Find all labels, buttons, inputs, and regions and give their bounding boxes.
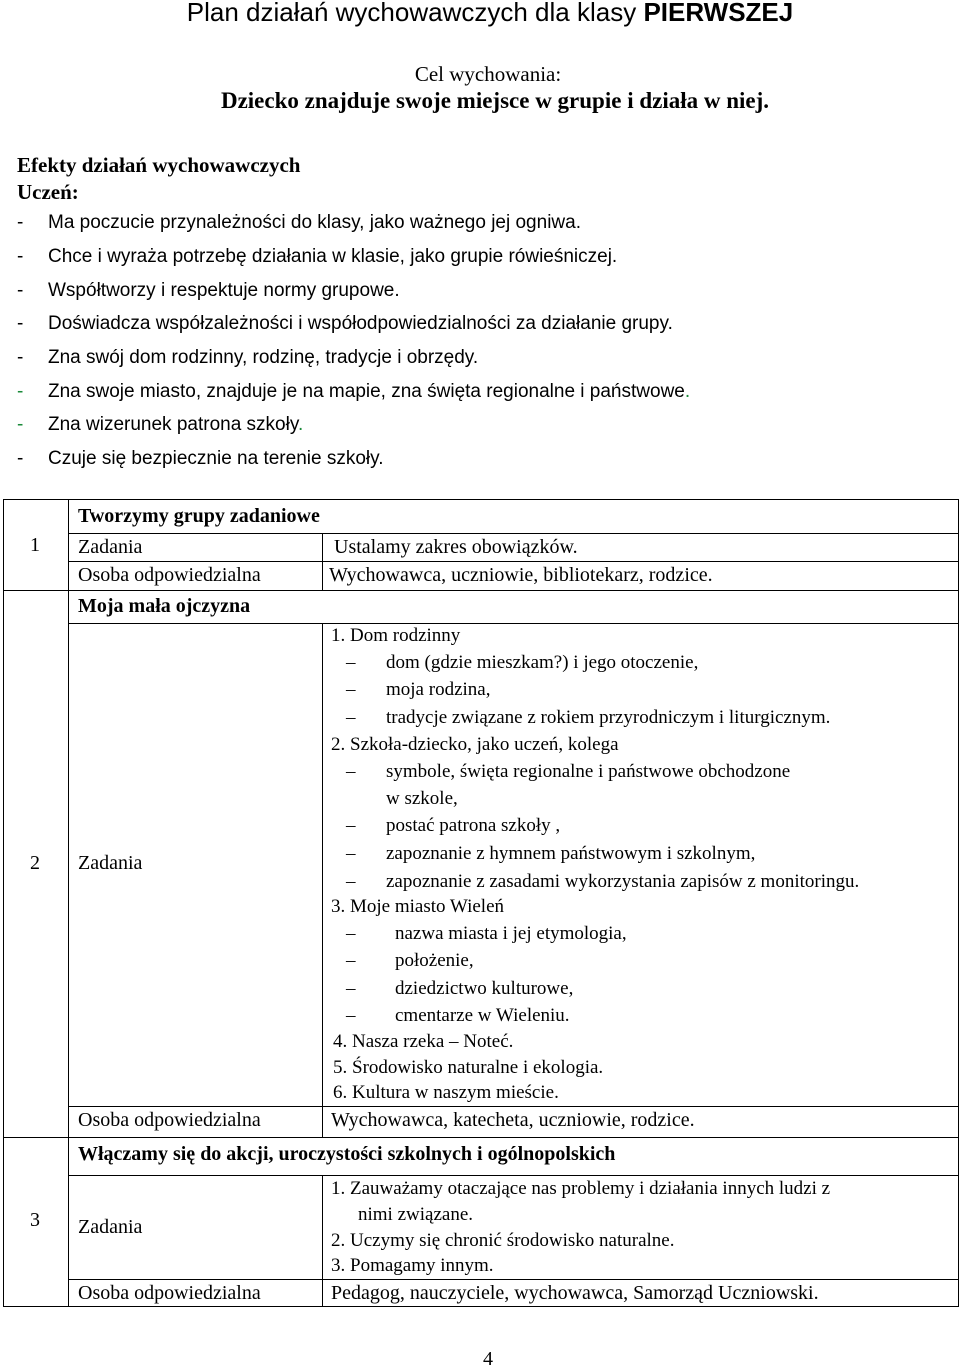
- responsible-value: Wychowawca, uczniowie, bibliotekarz, rodzice.: [329, 564, 713, 586]
- section-title: Moja mała ojczyzna: [78, 595, 251, 617]
- student-label: Uczeń:: [17, 180, 79, 204]
- task-heading-continuation: nimi związane.: [358, 1204, 474, 1225]
- title-class: PIERWSZEJ: [643, 0, 794, 27]
- effect-item: - Zna swój dom rodzinny, rodzinę, tradycje i obrzędy.: [17, 347, 479, 368]
- task-heading: 5. Środowisko naturalne i ekologia.: [333, 1057, 604, 1078]
- section-title: Tworzymy grupy zadaniowe: [78, 505, 320, 527]
- section-title: Włączamy się do akcji, uroczystości szkolnych i ogólnopolskich: [78, 1143, 616, 1165]
- task-subitem: – tradycje związane z rokiem przyrodniczym i liturgicznym.: [346, 707, 831, 728]
- task-heading: 2. Szkoła-dziecko, jako uczeń, kolega: [331, 734, 619, 755]
- responsible-value: Wychowawca, katecheta, uczniowie, rodzice.: [331, 1109, 695, 1131]
- responsible-label: Osoba odpowiedzialna: [78, 1109, 261, 1131]
- title-prefix: Plan działań wychowawczych dla klasy: [186, 0, 644, 27]
- task-subitem: – dziedzictwo kulturowe,: [346, 978, 574, 999]
- task-heading: 3. Pomagamy innym.: [331, 1255, 494, 1276]
- section-number: 1: [30, 534, 40, 556]
- task-subitem-continuation: w szkole,: [386, 788, 458, 809]
- responsible-label: Osoba odpowiedzialna: [78, 1282, 261, 1304]
- task-heading: 1. Zauważamy otaczające nas problemy i działania innych ludzi z: [331, 1178, 831, 1199]
- effects-heading: Efekty działań wychowawczych: [17, 153, 301, 177]
- responsible-value: Pedagog, nauczyciele, wychowawca, Samorząd Uczniowski.: [331, 1282, 819, 1304]
- task-subitem: – zapoznanie z hymnem państwowym i szkolnym,: [346, 843, 756, 864]
- section-number: 3: [30, 1209, 40, 1231]
- responsible-label: Osoba odpowiedzialna: [78, 564, 261, 586]
- page-number: 4: [483, 1348, 493, 1370]
- task-heading: 3. Moje miasto Wieleń: [331, 896, 505, 917]
- section-number: 2: [30, 852, 40, 874]
- effect-item: - Zna wizerunek patrona szkoły.: [17, 414, 304, 435]
- goal-text: Dziecko znajduje swoje miejsce w grupie i działa w niej.: [220, 88, 770, 113]
- tasks-value: Ustalamy zakres obowiązków.: [334, 536, 578, 558]
- goal-label: Cel wychowania:: [414, 62, 562, 86]
- effect-item: - Czuje się bezpiecznie na terenie szkoły.: [17, 448, 384, 469]
- task-subitem: – nazwa miasta i jej etymologia,: [346, 923, 627, 944]
- document-title: [0, 0, 960, 28]
- task-subitem: – zapoznanie z zasadami wykorzystania zapisów z monitoringu.: [346, 871, 860, 892]
- tasks-label: Zadania: [78, 1216, 143, 1238]
- task-subitem: – symbole, święta regionalne i państwowe obchodzone: [346, 761, 791, 782]
- task-heading: 6. Kultura w naszym mieście.: [333, 1082, 559, 1103]
- task-heading: 4. Nasza rzeka – Noteć.: [333, 1031, 514, 1052]
- tasks-label: Zadania: [78, 852, 143, 874]
- effect-item: - Doświadcza współzależności i współodpowiedzialności za działanie grupy.: [17, 313, 673, 334]
- task-subitem: – moja rodzina,: [346, 679, 491, 700]
- effect-item: - Zna swoje miasto, znajduje je na mapie, zna święta regionalne i państwowe.: [17, 381, 691, 402]
- task-heading: 1. Dom rodzinny: [331, 625, 461, 646]
- tasks-label: Zadania: [78, 536, 143, 558]
- task-subitem: – położenie,: [346, 950, 474, 971]
- effect-item: - Współtworzy i respektuje normy grupowe.: [17, 280, 400, 301]
- task-subitem: – cmentarze w Wieleniu.: [346, 1005, 570, 1026]
- task-subitem: – dom (gdzie mieszkam?) i jego otoczenie,: [346, 652, 699, 673]
- effect-item: - Chce i wyraża potrzebę działania w klasie, jako grupie rówieśniczej.: [17, 246, 618, 267]
- effect-item: - Ma poczucie przynależności do klasy, jako ważnego jej ogniwa.: [17, 212, 581, 233]
- task-heading: 2. Uczymy się chronić środowisko naturalne.: [331, 1230, 675, 1251]
- task-subitem: – postać patrona szkoły ,: [346, 815, 561, 836]
